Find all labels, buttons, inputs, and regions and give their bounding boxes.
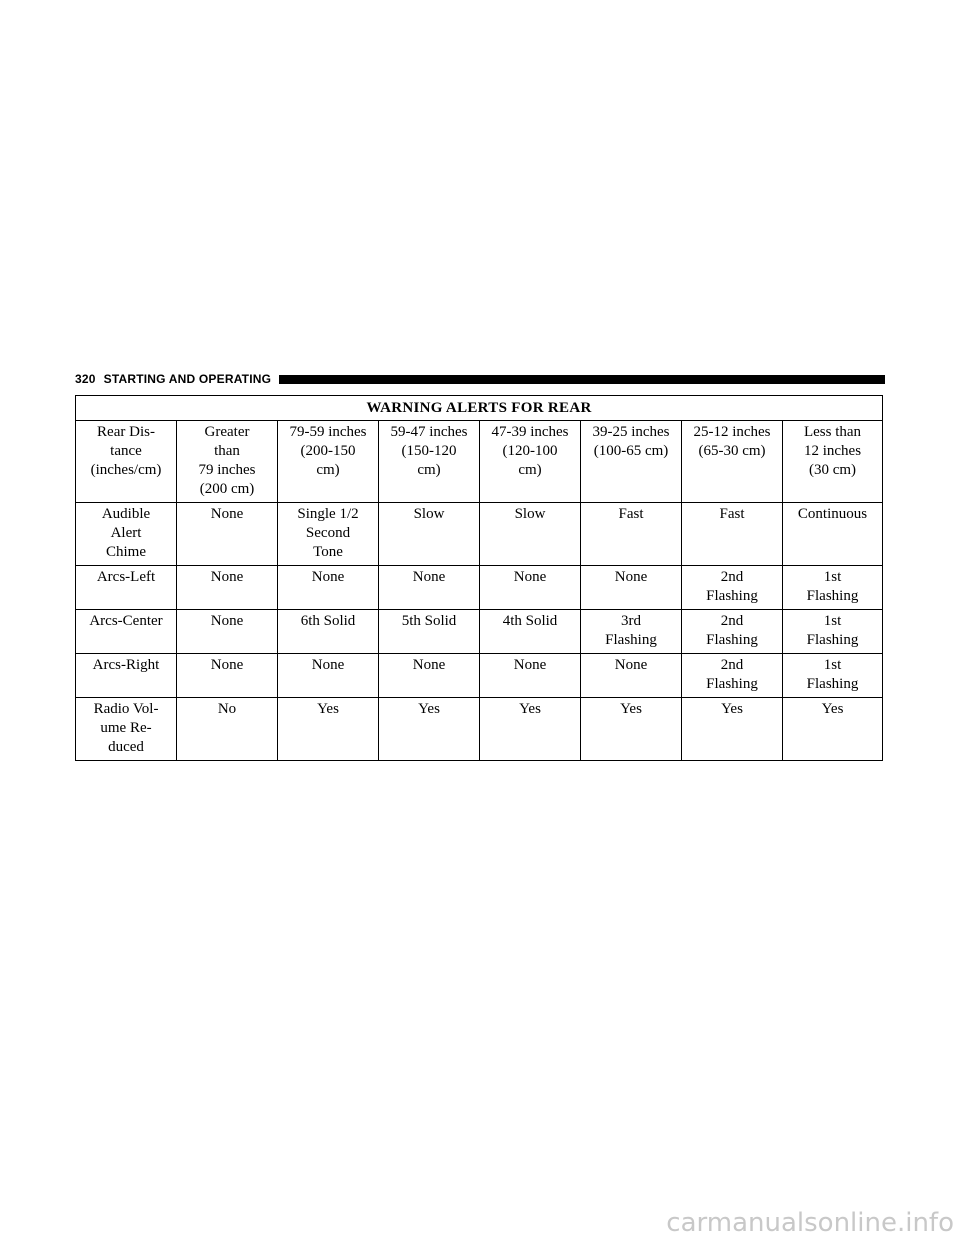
table-cell: Slow bbox=[379, 503, 480, 566]
table-cell: 1st Flashing bbox=[783, 610, 883, 654]
table-cell: 1st Flashing bbox=[783, 654, 883, 698]
table-cell: None bbox=[177, 503, 278, 566]
table-cell: Slow bbox=[480, 503, 581, 566]
table-title: WARNING ALERTS FOR REAR bbox=[76, 396, 883, 421]
table-cell: Greater than 79 inches (200 cm) bbox=[177, 421, 278, 503]
table-cell: Fast bbox=[581, 503, 682, 566]
table-cell: None bbox=[581, 654, 682, 698]
section-title: STARTING AND OPERATING bbox=[103, 372, 272, 386]
table-cell: 47-39 inches (120-100 cm) bbox=[480, 421, 581, 503]
row-label-arcs-left: Arcs-Left bbox=[76, 566, 177, 610]
table-cell: None bbox=[480, 654, 581, 698]
table-cell: 4th Solid bbox=[480, 610, 581, 654]
table-cell: None bbox=[379, 566, 480, 610]
table-cell: Continuous bbox=[783, 503, 883, 566]
table-cell: None bbox=[177, 610, 278, 654]
table-cell: None bbox=[480, 566, 581, 610]
table-cell: 6th Solid bbox=[278, 610, 379, 654]
site-watermark: carmanualsonline.info bbox=[666, 1208, 954, 1238]
table-cell: Yes bbox=[379, 698, 480, 761]
table-cell: None bbox=[581, 566, 682, 610]
table-cell: Yes bbox=[783, 698, 883, 761]
table-cell: Less than 12 inches (30 cm) bbox=[783, 421, 883, 503]
table-cell: 1st Flashing bbox=[783, 566, 883, 610]
row-label-radio-volume-reduced: Radio Vol- ume Re- duced bbox=[76, 698, 177, 761]
table-cell: None bbox=[278, 654, 379, 698]
table-cell: Fast bbox=[682, 503, 783, 566]
page-number: 320 bbox=[75, 372, 96, 386]
table-cell: Single 1/2 Second Tone bbox=[278, 503, 379, 566]
table-row bbox=[76, 654, 883, 698]
table-title-row bbox=[76, 396, 883, 421]
table-cell: 39-25 inches (100-65 cm) bbox=[581, 421, 682, 503]
table-row bbox=[76, 610, 883, 654]
table-cell: 25-12 inches (65-30 cm) bbox=[682, 421, 783, 503]
table-cell: 2nd Flashing bbox=[682, 610, 783, 654]
table-cell: 59-47 inches (150-120 cm) bbox=[379, 421, 480, 503]
table-cell: None bbox=[177, 654, 278, 698]
table-cell: Yes bbox=[682, 698, 783, 761]
table-cell: 5th Solid bbox=[379, 610, 480, 654]
table-cell: 2nd Flashing bbox=[682, 566, 783, 610]
table-cell: 2nd Flashing bbox=[682, 654, 783, 698]
table-row bbox=[76, 421, 883, 503]
table-cell: 79-59 inches (200-150 cm) bbox=[278, 421, 379, 503]
table-row bbox=[76, 698, 883, 761]
table-cell: None bbox=[379, 654, 480, 698]
table-row bbox=[76, 503, 883, 566]
table-cell: No bbox=[177, 698, 278, 761]
table-cell: 3rd Flashing bbox=[581, 610, 682, 654]
table-row bbox=[76, 566, 883, 610]
table-cell: None bbox=[278, 566, 379, 610]
page-header bbox=[75, 370, 885, 388]
table-cell: Yes bbox=[278, 698, 379, 761]
warning-alerts-table bbox=[75, 395, 883, 761]
table-cell: None bbox=[177, 566, 278, 610]
row-label-audible-alert-chime: Audible Alert Chime bbox=[76, 503, 177, 566]
row-label-arcs-center: Arcs-Center bbox=[76, 610, 177, 654]
row-label-distance: Rear Dis- tance (inches/cm) bbox=[76, 421, 177, 503]
table-cell: Yes bbox=[480, 698, 581, 761]
header-rule bbox=[279, 375, 885, 384]
table-cell: Yes bbox=[581, 698, 682, 761]
row-label-arcs-right: Arcs-Right bbox=[76, 654, 177, 698]
